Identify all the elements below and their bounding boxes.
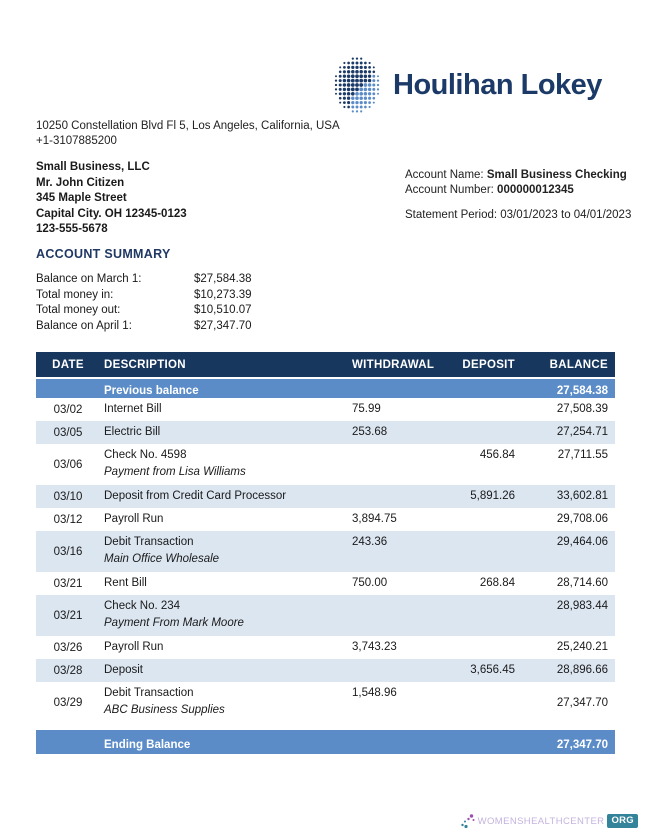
account-summary-title: ACCOUNT SUMMARY: [36, 247, 171, 261]
txn-withdrawal: 1,548.96: [352, 687, 397, 699]
txn-balance: 28,714.60: [556, 577, 608, 589]
transaction-table: [36, 352, 615, 754]
transaction-table-header: [36, 352, 615, 378]
watermark-text: WOMENSHEALTHCENTER: [477, 815, 605, 827]
txn-deposit: 5,891.26: [470, 490, 515, 502]
txn-date: 03/12: [53, 513, 83, 526]
summary-row: [36, 288, 252, 304]
customer-street: 345 Maple Street: [36, 192, 127, 204]
summary-value: $10,510.07: [194, 304, 252, 316]
txn-description-main: Payroll Run: [104, 641, 164, 653]
summary-value: $27,347.70: [194, 319, 252, 332]
summary-label: Total money in:: [36, 288, 114, 301]
watermark: [460, 812, 638, 830]
summary-value: $10,273.39: [194, 288, 252, 301]
txn-date: 03/10: [53, 490, 83, 503]
txn-description-main: Internet Bill: [104, 403, 162, 415]
summary-row: [36, 303, 252, 319]
bank-phone: +1-3107885200: [36, 135, 117, 147]
txn-description-note: Payment from Lisa Williams: [104, 466, 246, 478]
summary-label: Balance on March 1:: [36, 273, 142, 285]
bank-address: 10250 Constellation Blvd Fl 5, Los Angeles, California, USA: [36, 120, 340, 132]
bank-contact-block: [36, 119, 340, 149]
summary-label: Balance on April 1:: [36, 319, 132, 332]
txn-description: [100, 682, 345, 723]
txn-withdrawal: [345, 659, 430, 682]
account-name-line: [405, 168, 631, 183]
col-header-description: DESCRIPTION: [100, 352, 345, 378]
txn-withdrawal: [345, 485, 430, 508]
previous-balance-row: [36, 378, 615, 398]
txn-withdrawal: 253.68: [352, 426, 388, 438]
table-row: [36, 531, 615, 572]
txn-withdrawal: 75.99: [352, 403, 381, 415]
txn-balance: 29,464.06: [556, 536, 608, 548]
txn-description: [100, 595, 345, 636]
summary-label: Total money out:: [36, 304, 121, 316]
txn-description: [100, 572, 345, 595]
customer-city: Capital City. OH 12345-0123: [36, 207, 187, 220]
txn-description: [100, 485, 345, 508]
sparkle-dots-icon: [460, 812, 476, 830]
txn-balance: 29,708.06: [556, 513, 608, 525]
txn-date: 03/21: [53, 609, 83, 622]
brand-name: Houlihan Lokey: [393, 68, 602, 101]
statement-period-value: 03/01/2023 to 04/01/2023: [500, 209, 632, 221]
txn-withdrawal: 3,894.75: [352, 513, 397, 525]
txn-description-main: Rent Bill: [104, 577, 147, 589]
txn-deposit: [430, 682, 521, 723]
account-number-line: [405, 183, 631, 198]
brand-logo: [334, 57, 602, 113]
txn-description: [100, 659, 345, 682]
txn-date: 03/26: [53, 641, 83, 654]
customer-name: Small Business, LLC: [36, 161, 150, 173]
account-summary: [36, 247, 252, 334]
txn-balance: 28,896.66: [556, 664, 608, 676]
txn-date: 03/29: [53, 696, 83, 709]
txn-description: [100, 444, 345, 485]
txn-date: 03/02: [53, 403, 83, 416]
txn-date: 03/28: [53, 664, 83, 677]
txn-description-note: ABC Business Supplies: [104, 704, 225, 716]
summary-row: [36, 319, 252, 335]
col-header-balance: BALANCE: [521, 352, 615, 378]
txn-description: [100, 398, 345, 421]
table-row: [36, 444, 615, 485]
txn-description: [100, 508, 345, 531]
previous-balance-value: 27,584.38: [556, 385, 608, 397]
account-number-label: Account Number:: [405, 184, 498, 196]
txn-date: 03/16: [53, 545, 83, 558]
txn-balance: 28,983.44: [556, 600, 608, 612]
txn-withdrawal: [345, 444, 430, 485]
globe-dots-icon: [334, 57, 380, 113]
table-row: [36, 508, 615, 531]
account-number-value: 000000012345: [497, 184, 574, 196]
txn-balance: 27,254.71: [556, 426, 608, 438]
txn-description: [100, 421, 345, 444]
txn-balance: 27,711.55: [557, 449, 608, 461]
customer-phone: 123-555-5678: [36, 223, 108, 235]
txn-description-main: Debit Transaction: [104, 687, 194, 699]
txn-date: 03/06: [53, 458, 83, 471]
table-row: [36, 398, 615, 421]
col-header-withdrawal: WITHDRAWAL: [345, 352, 430, 378]
txn-deposit: 268.84: [479, 577, 515, 589]
txn-date: 03/21: [53, 577, 83, 590]
col-header-date: DATE: [36, 352, 100, 378]
txn-description: [100, 636, 345, 659]
txn-deposit: [430, 421, 521, 444]
statement-period-line: [405, 208, 631, 223]
txn-deposit: [430, 378, 521, 398]
table-row: [36, 659, 615, 682]
txn-deposit: [430, 595, 521, 636]
txn-date: [36, 378, 100, 398]
txn-balance: 27,508.39: [556, 403, 608, 415]
ending-balance-label: Ending Balance: [104, 738, 191, 751]
col-header-deposit: DEPOSIT: [430, 352, 521, 378]
table-spacer-row: [36, 723, 615, 730]
summary-row: [36, 272, 252, 288]
ending-balance-value: 27,347.70: [556, 738, 608, 751]
summary-value: $27,584.38: [194, 273, 252, 285]
txn-withdrawal: [345, 378, 430, 398]
txn-deposit: [430, 531, 521, 572]
watermark-org-badge: ORG: [607, 814, 638, 828]
txn-date: [36, 730, 100, 754]
account-name-value: Small Business Checking: [486, 169, 627, 181]
customer-contact: Mr. John Citizen: [36, 176, 125, 189]
txn-deposit: 456.84: [479, 449, 515, 461]
txn-description-main: Debit Transaction: [104, 536, 194, 548]
txn-description-main: Check No. 4598: [104, 449, 187, 461]
previous-balance-label: Previous balance: [104, 385, 199, 397]
txn-deposit: [430, 730, 521, 754]
txn-deposit: [430, 508, 521, 531]
txn-description-note: Main Office Wholesale: [104, 553, 220, 565]
txn-description-main: Deposit: [104, 664, 143, 676]
table-row: [36, 485, 615, 508]
txn-withdrawal: 243.36: [352, 536, 388, 548]
txn-withdrawal: 3,743.23: [352, 641, 397, 653]
txn-withdrawal: [345, 730, 430, 754]
account-name-label: Account Name:: [405, 169, 487, 181]
account-summary-rows: [36, 272, 252, 334]
txn-balance: 33,602.81: [556, 490, 608, 502]
txn-description: [100, 531, 345, 572]
txn-balance: 27,347.70: [556, 696, 608, 709]
table-row: [36, 636, 615, 659]
table-row: [36, 682, 615, 723]
table-row: [36, 595, 615, 636]
ending-balance-row: [36, 730, 615, 754]
table-row: [36, 572, 615, 595]
txn-description-main: Electric Bill: [104, 426, 161, 438]
txn-withdrawal: [345, 595, 430, 636]
txn-balance: 25,240.21: [556, 641, 608, 653]
txn-withdrawal: 750.00: [352, 577, 388, 589]
txn-description-note: Payment From Mark Moore: [104, 617, 244, 629]
customer-address-block: [36, 160, 187, 238]
account-info-block: [405, 168, 631, 223]
txn-description-main: Check No. 234: [104, 600, 181, 612]
txn-description-main: Deposit from Credit Card Processor: [104, 490, 287, 502]
txn-description-main: Payroll Run: [104, 513, 164, 525]
table-row: [36, 421, 615, 444]
txn-date: 03/05: [53, 426, 83, 439]
txn-deposit: [430, 636, 521, 659]
txn-deposit: 3,656.45: [470, 664, 515, 676]
txn-deposit: [430, 398, 521, 421]
statement-period-label: Statement Period:: [405, 209, 501, 221]
